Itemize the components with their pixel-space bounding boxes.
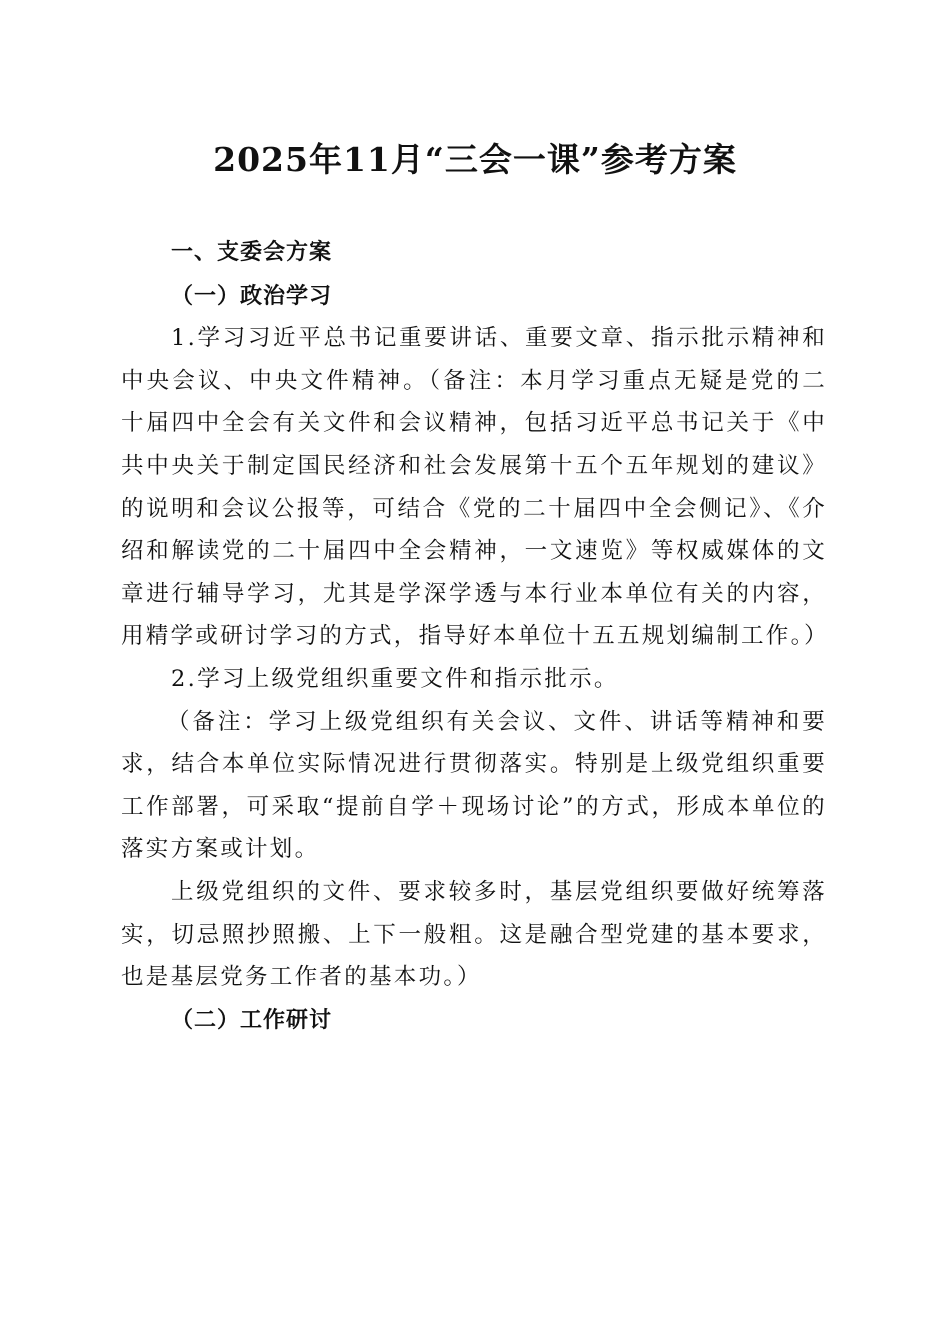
subsection-heading-political-study: （一）政治学习 bbox=[171, 282, 333, 309]
paragraph-item-2: 2.学习上级党组织重要文件和指示批示。 bbox=[171, 665, 619, 692]
document-body bbox=[121, 232, 827, 1041]
paragraph-note-2-continued: 上级党组织的文件、要求较多时，基层党组织要做好统筹落实，切忌照抄照搬、上下一般粗。这是融合型党建的基本要求，也是基层党务工作者的基本功。） bbox=[121, 878, 827, 991]
section-heading-branch-committee: 一、支委会方案 bbox=[171, 240, 333, 265]
paragraph-item-1: 1.学习习近平总书记重要讲话、重要文章、指示批示精神和中央会议、中央文件精神。（备注：本月学习重点无疑是党的二十届四中全会有关文件和会议精神，包括习近平总书记关于《中共中央关于制定国民经济和社会发展第十五个五年规划的建议》的说明和会议公报等，可结合《党的二十届四中全会侧记》、《介绍和解读党的二十届四中全会精神，一文速览》等权威媒体的文章进行辅导学习，尤其是学深学透与本行业本单位有关的内容，用精学或研讨学习的方式，指导好本单位十五五规划编制工作。） bbox=[121, 325, 829, 650]
page-title: 2025年11月“三会一课”参考方案 bbox=[213, 140, 737, 179]
paragraph-note-2: （备注：学习上级党组织有关会议、文件、讲话等精神和要求，结合本单位实际情况进行贯彻落实。特别是上级党组织重要工作部署，可采取“提前自学＋现场讨论”的方式，形成本单位的落实方案或计划。 bbox=[121, 708, 827, 863]
subsection-heading-work-discussion: （二）工作研讨 bbox=[171, 1006, 333, 1033]
